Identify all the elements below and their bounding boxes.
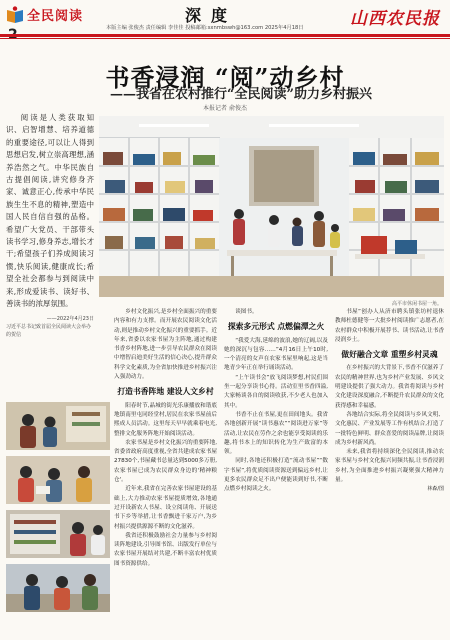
paragraph: 同时,各地还积极打造“流动书屋”“数字书屋”,将优质阅读资源送到偏远乡村,让更多农民群众足不出户便能读到好书,不断点燃乡村阅读之火。	[224, 458, 328, 493]
main-photo	[99, 116, 444, 297]
book-reader-icon	[6, 6, 24, 24]
headline: 书香浸润 “阅”动乡村	[105, 63, 345, 92]
paragraph: 书香不止在书屋,更在田间地头。我省各地创新开展“读书惠农”“阅读进万家”等活动,让农民在劳作之余也能享受阅读的乐趣,将书本上的知识转化为生产致富的本领。	[224, 411, 328, 456]
sidebar-quote	[6, 112, 94, 339]
paragraph: 乡村文化振兴,是乡村全面振兴的重要内容和有力支撑。而开展农民阅读文化活动,则是推动乡村文化振兴的重要抓手。近年来,省委以农家书屋为主阵地,通过构建书香乡村阵地,进一步引导农民群众在阅读中增智启迪美好生活的信心决心,提升群众科学文化素质,为全省加快推进乡村振兴注入强劲动力。	[114, 309, 217, 381]
editor-credits: 本版主编 张俊杰 责任编辑 李佳佳 投稿邮箱:sxnmbswh@163.com 2025年4月18日	[106, 25, 304, 31]
section-name: 全民阅读	[27, 9, 84, 24]
masthead-rule	[0, 34, 450, 37]
section-heading: 做好融合文章 重塑乡村灵魂	[341, 350, 438, 360]
page-type: 深度	[185, 6, 238, 25]
photo-book-sharing	[6, 456, 110, 504]
paragraph: 各地结合实际,将全民阅读与乡风文明、文化惠民、产业发展等工作有机结合,打造了一批特色鲜明、群众喜爱的阅读品牌,让阅读成为乡村新风尚。	[335, 411, 444, 446]
paragraph: “我爱大海,延绵的波浪,她的辽阔,以及她的深沉与包容……”4月16日上午10时,一个清亮的女声在农家书屋里响起,这是当地青少年正在举行诵读活动。	[224, 337, 328, 372]
photo-village-library	[6, 510, 110, 558]
article-column-2	[224, 308, 328, 638]
sidebar-quote-source	[6, 315, 94, 339]
masthead	[0, 0, 450, 44]
masthead-rule-thin	[0, 38, 450, 39]
photo-caption: 高平市休闲书屋一角。	[392, 301, 443, 307]
article-column-3	[335, 308, 444, 638]
paragraph: 阳春时节,晶城的街光乐康播放和谐底地镇南里屯同经堂村,居民在农家书屋前后熙成人员活动。这里每天早早就乘着电光,整排文化服务阵地开始阅读活动。	[114, 402, 217, 437]
paragraph: 谈图书。	[235, 309, 258, 315]
section-heading: 打造书香阵地 建设人文乡村	[117, 387, 214, 397]
subheadline: ——我省在农村推行“全民阅读”助力乡村振兴	[110, 87, 372, 102]
photo-reading-room	[6, 402, 110, 450]
paragraph: 未来,我省将持续深化全民阅读,推动农家书屋与乡村文化振兴同频共振,让书香浸润乡村,为全面推进乡村振兴凝聚强大精神力量。	[335, 449, 444, 484]
sidebar-quote-date: ——2022年4月23日	[46, 315, 94, 322]
paragraph: 书屋”创办人从济市聘头镇张坊村退休教师杜德健等一大批乡村阅读推广志愿者,在农村群众中积极开展荐书、读书活动,让书香浸润乡土。	[335, 309, 444, 343]
paragraph: 近年来,我省在完善农家书屋建设的基础上,大力推动农家书屋提质增效,各地通过开设新农人书屋、设立阅读角、开展送书下乡等举措,让书香飘进千家万户,为乡村振兴提供源源不断的文化滋养。	[114, 486, 217, 530]
byline: 本报记者 俞俊杰	[203, 105, 247, 112]
sidebar-quote-attribution: 习近平总书记致首届全民阅读大会举办的贺信	[6, 323, 92, 338]
section-heading: 探索多元形式 点燃偏潭之火	[227, 322, 325, 332]
article-column-1	[114, 308, 217, 638]
newspaper-logo: 山西农民报	[350, 9, 440, 29]
sidebar-quote-text: 阅读是人类获取知识、启智增慧、培养道德的重要途径,可以让人得到思想启发,树立崇高理想,涵养浩然之气。中华民族自古提倡阅读,讲究修身齐家、诚意正心,传承中华民族生生不息的精神,塑造中国人民自信自强的品格。希望广大党员、干部带头读书学习,修身养志,增长才干;希望孩子们养成阅读习惯,快乐阅读,健康成长;希望全社会都参与到阅读中来,形成爱读书、读好书、善读书的浓厚氛围。	[6, 113, 94, 309]
paragraph: 在乡村振兴的大背景下,书香不仅滋养了农民的精神世界,也为乡村产业发展、乡风文明建设提供了强大动力。我省将阅读与乡村文化建设深度融合,不断提升农民群众的文化获得感和幸福感。	[335, 365, 444, 409]
paragraph: “上午读书会”放飞阅读梦想,村民们围坐一起分享读书心得。活动室里书香四溢,大家畅谈各自的阅读收获,不少老人也加入其中。	[224, 374, 328, 409]
photo-reading-activity	[6, 564, 110, 612]
photo-column	[6, 402, 110, 618]
photo-credit: 林森/图	[427, 486, 444, 493]
library-photo-illustration	[99, 116, 444, 297]
paragraph: 我省还积极鼓励社会力量参与乡村阅读阵地建设,引导图书馆、出版发行单位与农家书屋开展结对共建,不断丰富农村优质图书资源供给。	[114, 532, 217, 567]
paragraph: 农家书屋是乡村文化振兴的重要阵地,省委省政府高度重视,全省共建成农家书屋27830个,书屋藏书总量达到5000多万册,农家书屋已成为农民群众身边的'精神粮仓'。	[114, 439, 217, 484]
